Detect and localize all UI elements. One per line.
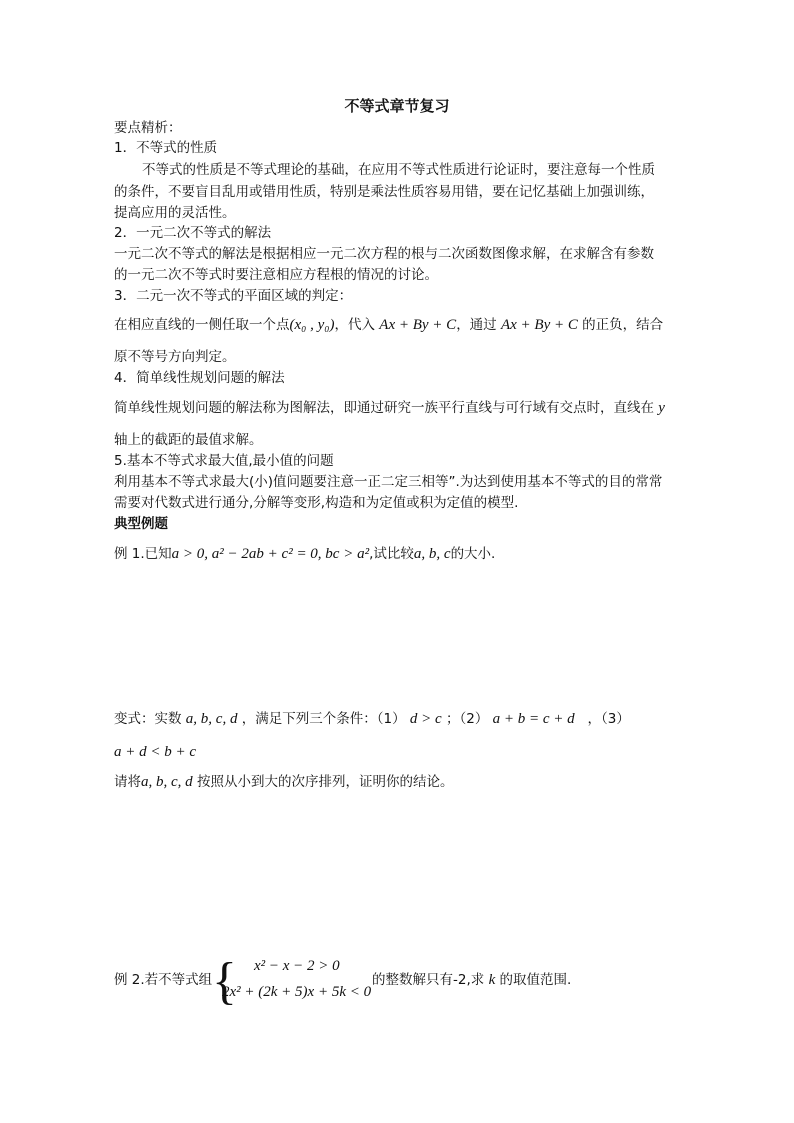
section-4-heading: 4．简单线性规划问题的解法 <box>114 370 285 386</box>
variant-vars: a, b, c, d <box>185 711 238 727</box>
example-1 <box>114 544 495 564</box>
variant-label: 变式：实数 <box>114 711 182 727</box>
example-2-text-c: 的取值范围. <box>499 972 572 988</box>
example-2-text <box>372 970 571 990</box>
section-1-text-1: 不等式的性质是不等式理论的基础，在应用不等式性质进行论证时，要注意每一个性质 <box>142 162 655 178</box>
example-1-conditions: a > 0, a² − 2ab + c² = 0, bc > a² <box>171 546 370 562</box>
typical-examples-heading: 典型例题 <box>114 516 168 532</box>
section-4-text-1a: 简单线性规划问题的解法称为图解法，即通过研究一族平行直线与可行域有交点时，直线在 <box>114 400 654 416</box>
section-3-text-1a: 在相应直线的一侧任取一个点 <box>114 317 290 333</box>
section-3-heading: 3．二元一次不等式的平面区域的判定： <box>114 288 353 304</box>
k-variable: k <box>488 972 496 988</box>
variant-condition-1: d > c <box>409 711 442 727</box>
section-4-text-1 <box>114 398 665 418</box>
example-1-label: 例 1.已知 <box>114 546 172 562</box>
section-1-text-3: 提高应用的灵活性。 <box>114 205 236 221</box>
section-3-text-1b: ，代入 <box>334 317 375 333</box>
section-1-heading: 1．不等式的性质 <box>114 140 218 156</box>
variant-text-b: ，满足下列三个条件：（1） <box>241 711 406 727</box>
section-3-text-1c: ，通过 <box>456 317 497 333</box>
linear-expression-2: Ax + By + C <box>500 317 578 333</box>
y-variable: y <box>658 400 665 416</box>
section-5-text-2: 需要对代数式进行通分,分解等变形,构造和为定值或积为定值的模型. <box>114 495 519 511</box>
intro-label: 要点精析： <box>114 120 182 136</box>
inequality-1: x² − x − 2 > 0 <box>254 958 340 974</box>
section-3-text-2: 原不等号方向判定。 <box>114 349 236 365</box>
point-expression: (x₀ , y₀) <box>289 317 335 333</box>
variant-vars-2: a, b, c, d <box>141 774 193 790</box>
variant-line-3 <box>114 772 453 792</box>
variant-condition-2: a + b = c + d <box>492 711 575 727</box>
section-2-text-1: 一元二次不等式的解法是根据相应一元二次方程的根与二次函数图像求解，在求解含有参数 <box>114 246 654 262</box>
section-2-heading: 2．一元二次不等式的解法 <box>114 225 272 241</box>
section-5-heading: 5.基本不等式求最大值,最小值的问题 <box>114 453 334 469</box>
example-1-text-c: 的大小. <box>450 546 496 562</box>
variant-text-d: ，（3） <box>587 711 630 727</box>
section-1-text-2: 的条件，不要盲目乱用或错用性质，特别是乘法性质容易用错，要在记忆基础上加强训练， <box>114 184 654 200</box>
section-5-text-1: 利用基本不等式求最大(小)值问题要注意一正二定三相等”.为达到使用基本不等式的目的常常 <box>114 474 663 490</box>
example-2-text-b: 的整数解只有-2,求 <box>372 972 485 988</box>
variant-text-c: ；（2） <box>445 711 489 727</box>
inequality-2: 2x² + (2k + 5)x + 5k < 0 <box>222 984 372 1000</box>
example-2-label: 例 2.若不等式组 <box>114 972 213 988</box>
section-3-text-1 <box>114 315 663 335</box>
variant-text-f: 按照从小到大的次序排列，证明你的结论。 <box>196 774 454 790</box>
example-1-text-b: ,试比较 <box>369 546 414 562</box>
section-3-text-1d: 的正负，结合 <box>582 317 664 333</box>
variant-condition-3: a + d < b + c <box>114 744 197 760</box>
page-title: 不等式章节复习 <box>344 97 450 115</box>
section-4-text-2: 轴上的截距的最值求解。 <box>114 432 263 448</box>
example-1-vars: a, b, c <box>413 546 451 562</box>
section-2-text-2: 的一元二次不等式时要注意相应方程根的情况的讨论。 <box>114 267 438 283</box>
variant-line-1 <box>114 709 630 729</box>
variant-text-e: 请将 <box>114 774 141 790</box>
linear-expression-1: Ax + By + C <box>379 317 457 333</box>
system-brace: { <box>212 953 237 1010</box>
